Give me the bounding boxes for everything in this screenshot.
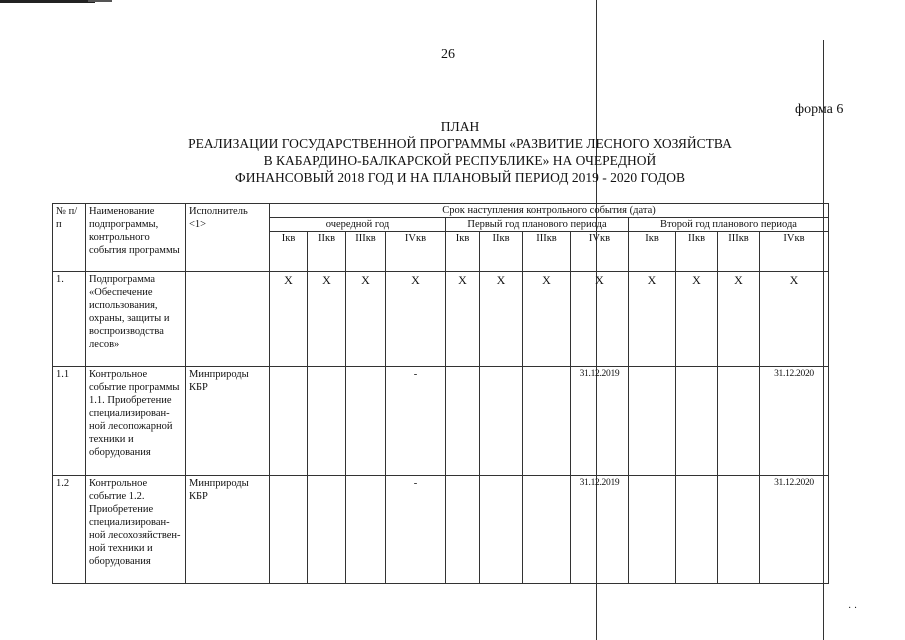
table-cell [346,476,386,584]
title-line: ПЛАН [440,119,480,134]
row-name: Контрольное событие программы 1.1. Приобретение специализирован-ной лесопожарной техники и оборудования [86,367,186,476]
table-cell: X [718,272,760,367]
table-cell: X [270,272,308,367]
table-cell: 31.12.2020 [760,367,829,476]
row-name: Контрольное событие 1.2. Приобретение специализирован-ной лесохозяйствен-ной техники и оборудования [86,476,186,584]
table-cell [308,367,346,476]
table-cell [480,476,523,584]
header-period-second: Второй год планового периода [629,218,829,232]
table-cell: X [480,272,523,367]
header-quarter: Iкв [629,232,676,272]
header-quarter: IIкв [308,232,346,272]
row-num: 1.2 [53,476,86,584]
table-cell [346,367,386,476]
plan-table [52,203,829,584]
table-cell [270,367,308,476]
header-quarter: IIIкв [346,232,386,272]
table-cell [480,367,523,476]
header-quarter: IVкв [386,232,446,272]
table-cell: X [308,272,346,367]
header-period-first: Первый год планового периода [446,218,629,232]
row-executor [186,272,270,367]
table-cell: X [629,272,676,367]
table-cell: X [446,272,480,367]
table-cell [629,367,676,476]
header-quarter: IVкв [571,232,629,272]
title-line: В КАБАРДИНО-БАЛКАРСКОЙ РЕСПУБЛИКЕ» НА ОЧЕРЕДНОЙ [263,153,657,168]
form-label: форма 6 [795,102,844,117]
table-cell [676,476,718,584]
header-quarter: Iкв [270,232,308,272]
table-row [53,367,829,476]
header-deadline: Срок наступления контрольного события (дата) [270,204,829,218]
table-cell [676,367,718,476]
table-cell [446,476,480,584]
table-cell: - [386,476,446,584]
row-name: Подпрограмма «Обеспечение использования, охраны, защиты и воспроизводства лесов» [86,272,186,367]
row-executor: Минприроды КБР [186,367,270,476]
table-cell: - [386,367,446,476]
scan-artifact: · · [848,603,858,614]
table-cell [270,476,308,584]
header-period-current: очередной год [270,218,446,232]
title-line: РЕАЛИЗАЦИИ ГОСУДАРСТВЕННОЙ ПРОГРАММЫ «РАЗВИТИЕ ЛЕСНОГО ХОЗЯЙСТВА [188,136,732,151]
table-row [53,476,829,584]
header-quarter: IIIкв [718,232,760,272]
row-num: 1. [53,272,86,367]
title-line: ФИНАНСОВЫЙ 2018 ГОД И НА ПЛАНОВЫЙ ПЕРИОД 2019 - 2020 ГОДОВ [235,170,685,185]
table-cell: 31.12.2019 [571,367,629,476]
row-executor: Минприроды КБР [186,476,270,584]
header-executor: Исполнитель <1> [186,204,270,272]
scan-artifact [88,0,112,2]
document-title [120,118,800,186]
table-cell [523,476,571,584]
table-cell [718,476,760,584]
table-cell: X [346,272,386,367]
table-cell [629,476,676,584]
table-row [53,272,829,367]
header-name: Наименование подпрограммы, контрольного события программы [86,204,186,272]
header-quarter: IIкв [480,232,523,272]
table-cell: X [676,272,718,367]
table-cell: X [571,272,629,367]
table-cell: 31.12.2019 [571,476,629,584]
table-cell: X [386,272,446,367]
table-cell: X [760,272,829,367]
table-cell [308,476,346,584]
table-cell [718,367,760,476]
scan-artifact [0,0,95,3]
table-cell: 31.12.2020 [760,476,829,584]
page-number: 26 [441,47,455,62]
table-cell [523,367,571,476]
header-quarter: IIкв [676,232,718,272]
header-quarter: Iкв [446,232,480,272]
header-quarter: IIIкв [523,232,571,272]
row-num: 1.1 [53,367,86,476]
table-cell: X [523,272,571,367]
header-row [53,204,829,218]
header-quarter: IVкв [760,232,829,272]
table-cell [446,367,480,476]
header-num: № п/п [53,204,86,272]
